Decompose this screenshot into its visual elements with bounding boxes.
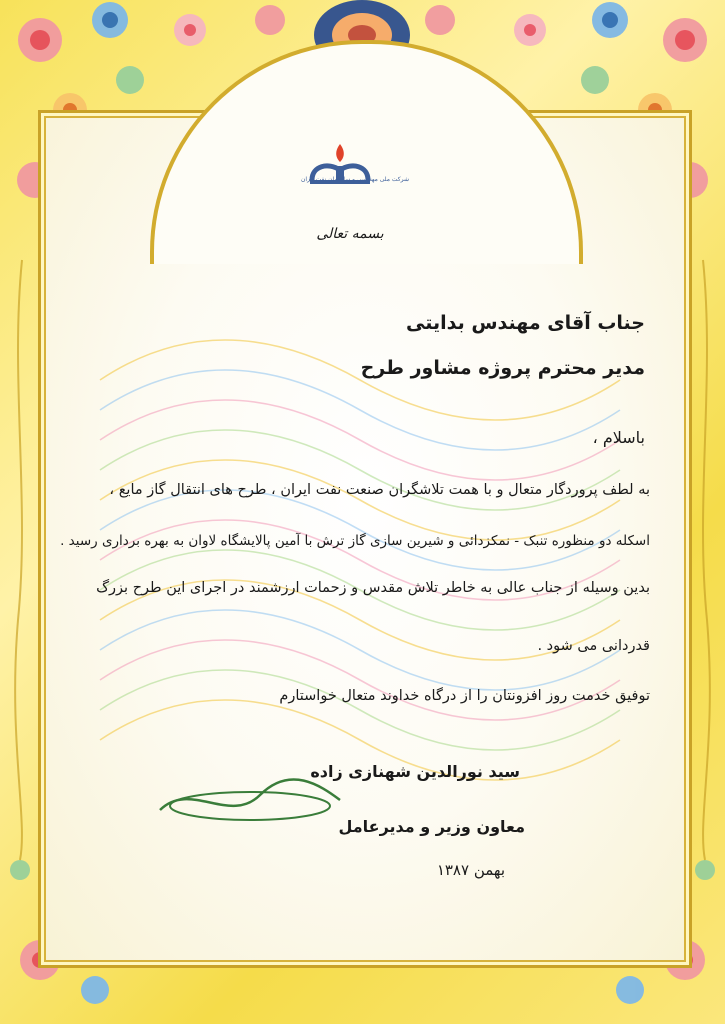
body-line: به لطف پروردگار متعال و با همت تلاشگران صنعت نفت ایران ، طرح های انتقال گاز مایع ، bbox=[109, 482, 650, 498]
greeting: باسلام ، bbox=[592, 428, 645, 447]
body-line: قدردانی می شود . bbox=[537, 638, 650, 654]
nioc-logo-icon bbox=[300, 140, 380, 196]
invocation-text: بسمه تعالی bbox=[316, 226, 384, 242]
signatory-title: معاون وزیر و مدیرعامل bbox=[338, 817, 525, 836]
signatory-name: سید نورالدین شهنازی زاده bbox=[310, 762, 520, 781]
issue-date: بهمن ۱۳۸۷ bbox=[436, 861, 505, 879]
logo-caption: شرکت ملی مهندسی و ساختمان نفت ایران bbox=[301, 176, 409, 183]
body-line: بدین وسیله از جناب عالی به خاطر تلاش مقدس و زحمات ارزشمند در اجرای این طرح بزرگ bbox=[96, 580, 650, 596]
closing-line: توفیق خدمت روز افزونتان را از درگاه خداوند متعال خواستارم bbox=[279, 688, 650, 704]
recipient-name: جناب آقای مهندس بدایتی bbox=[405, 312, 645, 334]
recipient-title: مدیر محترم پروژه مشاور طرح bbox=[360, 357, 645, 379]
body-line: اسکله دو منظوره تنبک - نمکزدائی و شیرین سازی گاز ترش با آمین پالایشگاه لاوان به بهره برداری رسید . bbox=[60, 533, 650, 549]
